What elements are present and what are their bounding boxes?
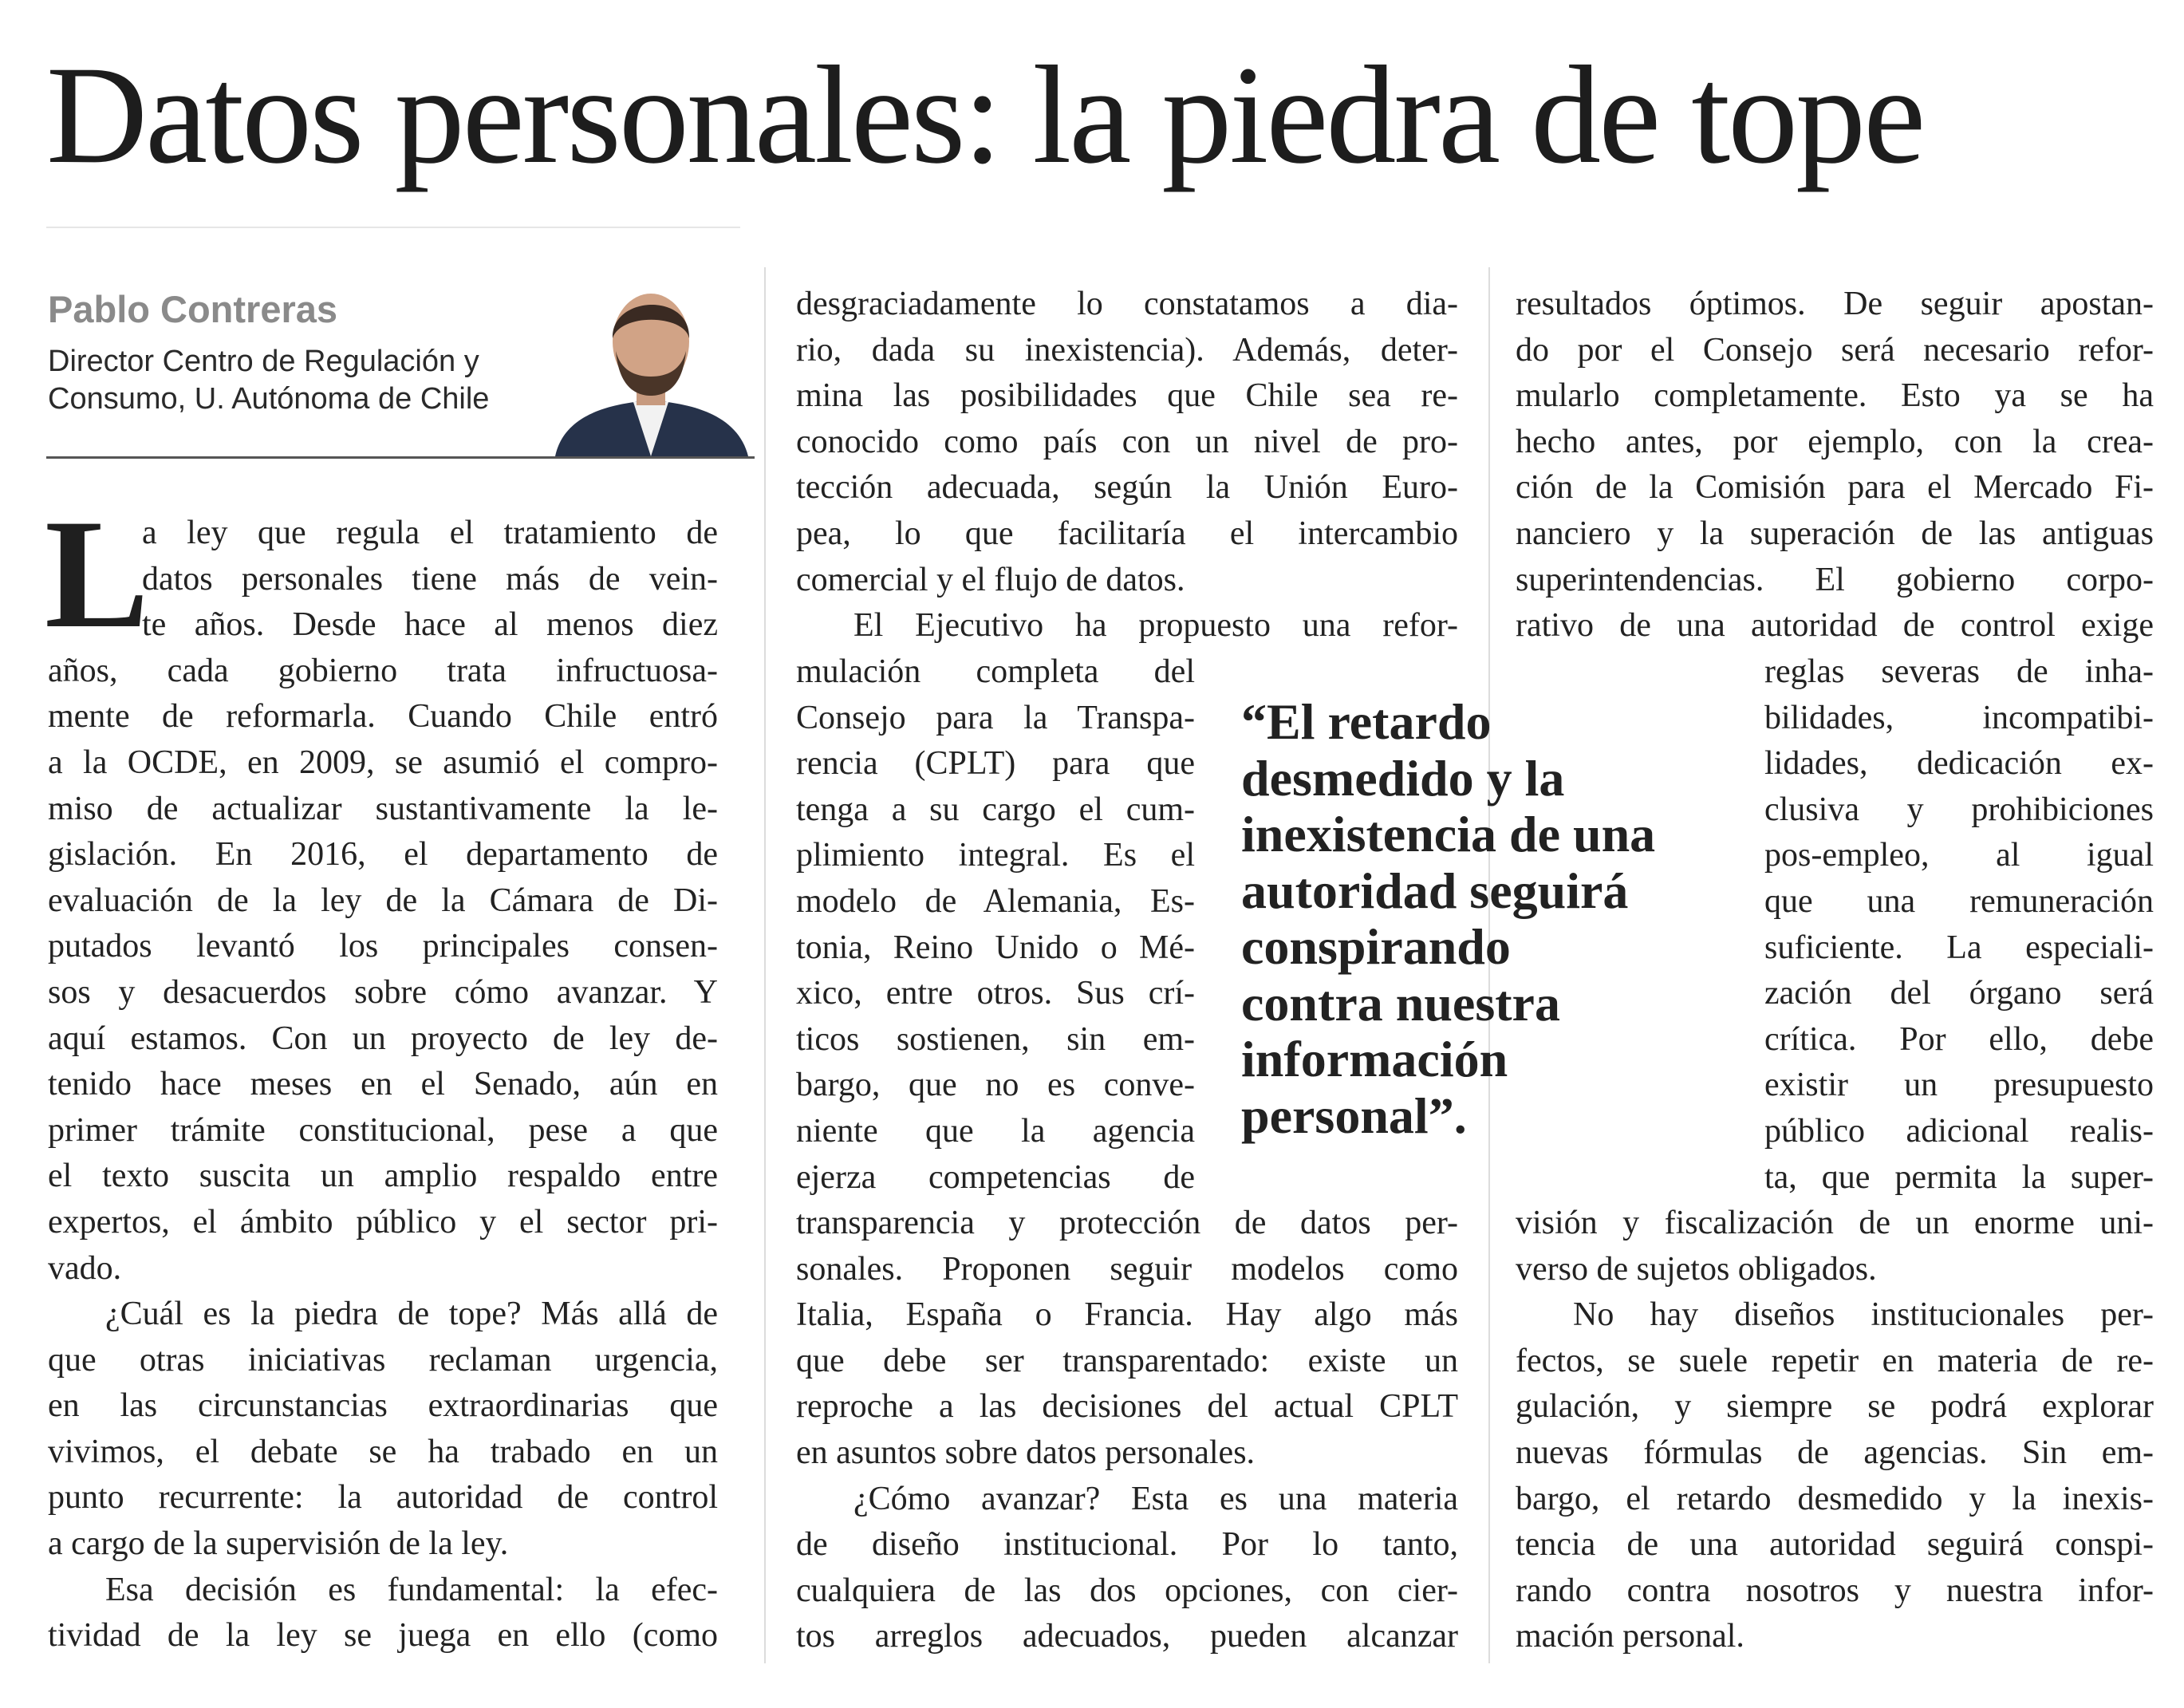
text-line: evaluación de la ley de la Cámara de Di- xyxy=(48,882,718,919)
text-line: público adicional realis- xyxy=(1764,1112,2154,1150)
pull-quote-line: desmedido y la xyxy=(1241,749,1565,807)
drop-cap: L xyxy=(45,487,149,661)
text-line: reglas severas de inha- xyxy=(1764,653,2154,690)
text-line: desgraciadamente lo constatamos a dia- xyxy=(796,286,1458,322)
article-column-2-top xyxy=(796,282,1458,649)
author-role xyxy=(48,343,558,418)
text-line: el texto suscita un amplio respaldo entre xyxy=(48,1158,718,1195)
text-line: transparencia y protección de datos per- xyxy=(796,1205,1458,1241)
text-line: No hay diseños institucionales per- xyxy=(1573,1296,2154,1334)
text-line: en asuntos sobre datos personales. xyxy=(796,1434,1256,1471)
text-line: gislación. En 2016, el departamento de xyxy=(48,836,718,874)
text-line: vivimos, el debate se ha trabado en un xyxy=(48,1433,718,1470)
text-line: mularlo completamente. Esto ya se ha xyxy=(1516,377,2154,415)
article-column-2-bottom xyxy=(796,1201,1458,1660)
text-line: tonia, Reino Unido o Mé- xyxy=(796,929,1195,966)
headline: Datos personales: la piedra de tope xyxy=(46,37,1924,193)
text-line: punto recurrente: la autoridad de control xyxy=(48,1479,718,1517)
text-line: ta, que permita la super- xyxy=(1764,1158,2154,1196)
text-line: en las circunstancias extraordinarias que xyxy=(48,1387,718,1425)
text-line: visión y fiscalización de un enorme uni- xyxy=(1516,1205,2154,1241)
article-column-3-middle xyxy=(1764,649,2154,1201)
column-divider xyxy=(764,267,766,1663)
text-line: de diseño institucional. Por lo tanto, xyxy=(796,1526,1458,1564)
text-line: que debe ser transparentado: existe un xyxy=(796,1342,1458,1379)
text-line: tencia de una autoridad seguirá conspi- xyxy=(1516,1526,2154,1564)
text-line: suficiente. La especiali- xyxy=(1764,929,2154,966)
text-line: ¿Cómo avanzar? Esta es una materia xyxy=(853,1480,1458,1517)
text-line: a ley que regula el tratamiento de xyxy=(142,515,718,551)
text-line: primer trámite constitucional, pese a que xyxy=(48,1111,718,1149)
text-line: reproche a las decisiones del actual CPLT xyxy=(796,1388,1458,1426)
text-line: zación del órgano será xyxy=(1764,975,2154,1012)
text-line: existir un presupuesto xyxy=(1764,1067,2154,1104)
article-column-3-bottom xyxy=(1516,1201,2154,1660)
text-line: rando contra nosotros y nuestra infor- xyxy=(1516,1572,2154,1609)
text-line: verso de sujetos obligados. xyxy=(1516,1250,1877,1288)
text-line: conocido como país con un nivel de pro- xyxy=(796,423,1458,460)
text-line: mación personal. xyxy=(1516,1618,1744,1655)
pull-quote xyxy=(1241,694,1752,1144)
author-role-line: Director Centro de Regulación y xyxy=(48,345,479,378)
pull-quote-line: autoridad seguirá xyxy=(1241,862,1629,919)
text-line: tenido hace meses en el Senado, aún en xyxy=(48,1066,718,1103)
author-photo xyxy=(547,268,755,456)
text-line: cualquiera de las dos opciones, con cier- xyxy=(796,1572,1458,1609)
text-line: mente de reformarla. Cuando Chile entró xyxy=(48,698,718,736)
article-column-3-top xyxy=(1516,282,2154,649)
text-line: pos-empleo, al igual xyxy=(1764,837,2154,874)
text-line: modelo de Alemania, Es- xyxy=(796,882,1195,920)
pull-quote-line: contra nuestra xyxy=(1241,974,1560,1032)
text-line: ticos sostienen, sin em- xyxy=(796,1020,1195,1058)
text-line: Consejo para la Transpa- xyxy=(796,699,1195,736)
text-line: Esa decisión es fundamental: la efec- xyxy=(105,1571,718,1608)
author-rule xyxy=(46,456,755,459)
text-line: nanciero y la superación de las antiguas xyxy=(1516,515,2154,552)
author-photo-illustration xyxy=(547,268,755,456)
text-line: bilidades, incompatibi- xyxy=(1764,699,2154,736)
text-line: aquí estamos. Con un proyecto de ley de- xyxy=(48,1020,718,1057)
article-column-1 xyxy=(48,511,718,1659)
text-line: rencia (CPLT) para que xyxy=(796,745,1195,783)
text-line: tividad de la ley se juega en ello (como xyxy=(48,1617,718,1655)
text-line: comercial y el flujo de datos. xyxy=(796,561,1185,598)
text-line: que una remuneración xyxy=(1764,882,2154,920)
text-line: crítica. Por ello, debe xyxy=(1764,1020,2154,1058)
text-line: ejerza competencias de xyxy=(796,1158,1195,1196)
text-line: sos y desacuerdos sobre cómo avanzar. Y xyxy=(48,973,718,1011)
text-line: ción de la Comisión para el Mercado Fi- xyxy=(1516,469,2154,507)
text-line: te años. Desde hace al menos diez xyxy=(142,606,718,644)
text-line: hecho antes, por ejemplo, con la crea- xyxy=(1516,423,2154,460)
text-line: xico, entre otros. Sus crí- xyxy=(796,975,1195,1012)
text-line: bargo, el retardo desmedido y la inexis- xyxy=(1516,1480,2154,1517)
text-line: a cargo de la supervisión de la ley. xyxy=(48,1525,509,1563)
text-line: que otras iniciativas reclaman urgencia, xyxy=(48,1341,718,1379)
author-role-line: Consumo, U. Autónoma de Chile xyxy=(48,382,490,416)
text-line: fectos, se suele repetir en materia de re- xyxy=(1516,1342,2154,1379)
text-line: rativo de una autoridad de control exige xyxy=(1516,607,2154,645)
text-line: niente que la agencia xyxy=(796,1112,1195,1150)
text-line: datos personales tiene más de vein- xyxy=(142,560,718,598)
author-name: Pablo Contreras xyxy=(48,288,338,330)
top-rule xyxy=(46,227,740,228)
text-line: miso de actualizar sustantivamente la le- xyxy=(48,790,718,827)
text-line: expertos, el ámbito público y el sector pri- xyxy=(48,1203,718,1241)
text-line: plimiento integral. Es el xyxy=(796,837,1195,874)
text-line: bargo, que no es conve- xyxy=(796,1067,1195,1104)
text-line: tección adecuada, según la Unión Euro- xyxy=(796,469,1458,507)
text-line: nuevas fórmulas de agencias. Sin em- xyxy=(1516,1434,2154,1471)
pull-quote-line: “El retardo xyxy=(1241,693,1492,750)
text-line: putados levantó los principales consen- xyxy=(48,928,718,965)
pull-quote-line: información xyxy=(1241,1031,1508,1087)
pull-quote-line: conspirando xyxy=(1241,918,1511,975)
text-line: a la OCDE, en 2009, se asumió el compro- xyxy=(48,744,718,781)
text-line: tenga a su cargo el cum- xyxy=(796,791,1195,828)
text-line: clusiva y prohibiciones xyxy=(1764,791,2154,828)
text-line: años, cada gobierno trata infructuosa- xyxy=(48,652,718,689)
text-line: mina las posibilidades que Chile sea re- xyxy=(796,377,1458,415)
text-line: sonales. Proponen seguir modelos como xyxy=(796,1250,1458,1288)
article-column-2-middle xyxy=(796,649,1195,1201)
text-line: pea, lo que facilitaría el intercambio xyxy=(796,515,1458,552)
pull-quote-line: inexistencia de una xyxy=(1241,806,1656,862)
text-line: Italia, España o Francia. Hay algo más xyxy=(796,1296,1458,1334)
text-line: resultados óptimos. De seguir apostan- xyxy=(1516,286,2154,322)
text-line: superintendencias. El gobierno corpo- xyxy=(1516,561,2154,598)
text-line: El Ejecutivo ha propuesto una refor- xyxy=(853,607,1458,645)
text-line: mulación completa del xyxy=(796,653,1195,690)
text-line: ¿Cuál es la piedra de tope? Más allá de xyxy=(105,1296,718,1333)
pull-quote-line: personal”. xyxy=(1241,1087,1467,1144)
text-line: vado. xyxy=(48,1249,122,1287)
text-line: gulación, y siempre se podrá explorar xyxy=(1516,1388,2154,1426)
text-line: rio, dada su inexistencia). Además, deter- xyxy=(796,331,1458,369)
text-line: tos arreglos adecuados, pueden alcanzar xyxy=(796,1618,1458,1655)
text-line: do por el Consejo será necesario refor- xyxy=(1516,331,2154,369)
text-line: lidades, dedicación ex- xyxy=(1764,745,2154,783)
